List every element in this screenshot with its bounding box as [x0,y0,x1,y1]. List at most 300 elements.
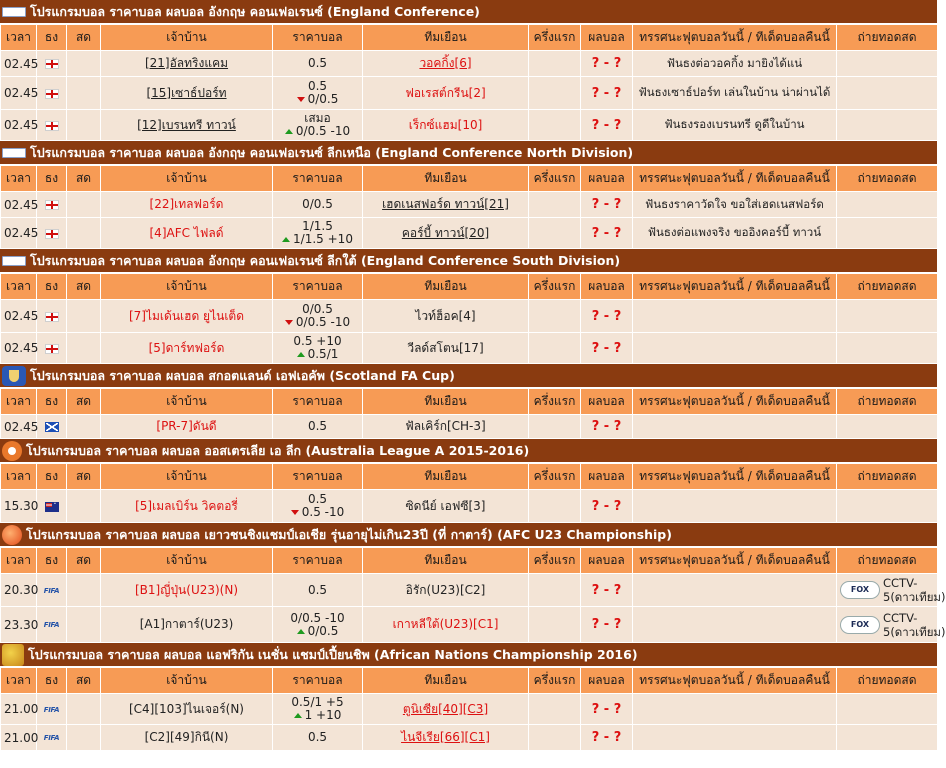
column-header-home: เจ้าบ้าน [101,464,273,490]
odds-up-arrow-icon [297,629,305,634]
column-header-tv: ถ่ายทอดสด [837,548,938,574]
odds-cell [273,725,363,751]
league-header [0,141,937,165]
home-team-cell [101,218,273,249]
live-cell [67,490,101,523]
column-header-tv: ถ่ายทอดสด [837,464,938,490]
odds-line [276,731,359,744]
league-title[interactable]: โปรแกรมบอล ราคาบอล ผลบอล อังกฤษ คอนเฟอเรนซ์ (England Conference) [30,3,480,19]
home-team-link[interactable]: [5]เมลเบิร์น วิคตอรี่ [135,498,238,513]
away-team-cell [363,725,529,751]
fifa-icon: FIFA [43,586,60,595]
column-header-row [1,389,938,415]
column-header-row [1,548,938,574]
column-header-half: ครึ่งแรก [529,166,581,192]
column-header-half: ครึ่งแรก [529,548,581,574]
away-team-link[interactable]: ซิดนีย์ เอฟซี[3] [405,498,486,513]
tv-cell [837,110,938,141]
match-row [1,490,938,523]
match-time: 02.45 [1,110,37,141]
column-header-away: ทีมเยือน [363,274,529,300]
match-time: 02.45 [1,300,37,333]
odds-up-arrow-icon [285,129,293,134]
column-header-tips: ทรรศนะฟุตบอลวันนี้ / ทีเด็ดบอลคืนนี้ [633,166,837,192]
match-tip-link[interactable]: ฟันธงรองเบรนทรี ดูดีในบ้าน [664,117,805,131]
home-team-cell [101,490,273,523]
odds-down-arrow-icon [297,97,305,102]
home-team-link[interactable]: [12]เบรนทรี ทาวน์ [137,117,236,132]
match-row [1,192,938,218]
column-header-row [1,166,938,192]
away-team-cell [363,415,529,439]
tips-cell [633,574,837,607]
tv-cell [837,218,938,249]
column-header-home: เจ้าบ้าน [101,274,273,300]
match-score[interactable]: ? - ? [591,419,622,434]
away-team-link[interactable]: ไนจีเรีย[66][C1] [401,730,490,744]
odds-cell [273,415,363,439]
odds-value: 0.5 [307,582,328,597]
match-score[interactable]: ? - ? [591,117,622,133]
column-header-odds: ราคาบอล [273,166,363,192]
half-time-cell [529,51,581,77]
odds-cell [273,77,363,110]
tips-cell [633,192,837,218]
flag-cell [37,607,67,643]
match-table [0,388,938,439]
away-team-link[interactable]: เร็กซ์แฮม[10] [408,117,483,132]
column-header-live: สด [67,548,101,574]
odds-value: 0/0.5 -10 [290,610,345,625]
tips-cell [633,725,837,751]
column-header-tips: ทรรศนะฟุตบอลวันนี้ / ทีเด็ดบอลคืนนี้ [633,464,837,490]
column-header-result: ผลบอล [581,166,633,192]
live-cell [67,77,101,110]
odds-line [276,316,359,329]
away-team-link[interactable]: ฟัลเคิร์ก[CH-3] [405,419,486,433]
match-row [1,607,938,643]
column-header-time: เวลา [1,25,37,51]
live-cell [67,51,101,77]
away-team-cell [363,574,529,607]
league-header [0,364,937,388]
column-header-tips: ทรรศนะฟุตบอลวันนี้ / ทีเด็ดบอลคืนนี้ [633,274,837,300]
column-header-half: ครึ่งแรก [529,464,581,490]
column-header-home: เจ้าบ้าน [101,25,273,51]
column-header-half: ครึ่งแรก [529,274,581,300]
match-time: 02.45 [1,77,37,110]
match-score[interactable]: ? - ? [591,582,622,598]
column-header-flag: ธง [37,389,67,415]
flag-cell [37,218,67,249]
away-team-link[interactable]: ฟอเรสต์กรีน[2] [405,85,486,100]
column-header-result: ผลบอล [581,668,633,694]
live-cell [67,694,101,725]
england-flag-icon [45,200,59,210]
match-score[interactable]: ? - ? [591,498,622,514]
away-team-cell [363,192,529,218]
league-title[interactable]: โปรแกรมบอล ราคาบอล ผลบอล เยาวชนชิงแชมป์เอเชีย รุ่นอายุไม่เกิน23ปี (ที่ กาตาร์) (AFC U23 Championship) [26,526,672,542]
england-flag-icon [45,229,59,239]
match-table [0,24,938,141]
home-team-link[interactable]: [C2][49]กินี(N) [144,730,229,744]
odds-line [276,125,359,138]
tips-cell [633,333,837,364]
match-tip-link[interactable]: ฟันธงต่อแพงจริง ขออิงคอร์บี้ ทาวน์ [647,225,822,239]
column-header-result: ผลบอล [581,389,633,415]
odds-line [276,198,359,211]
column-header-away: ทีมเยือน [363,668,529,694]
result-cell [581,694,633,725]
home-team-cell [101,110,273,141]
match-score[interactable]: ? - ? [591,730,622,745]
league-section [0,249,937,364]
half-time-cell [529,725,581,751]
match-score[interactable]: ? - ? [591,340,622,356]
away-team-cell [363,77,529,110]
match-row [1,574,938,607]
scotland-fa-cup-logo-icon [2,366,26,386]
match-score[interactable]: ? - ? [591,617,622,632]
live-cell [67,607,101,643]
odds-cell [273,333,363,364]
column-header-live: สด [67,464,101,490]
tv-channel-name: CCTV-5(ดาวเทียม) [883,610,946,639]
match-time: 02.45 [1,415,37,439]
column-header-odds: ราคาบอล [273,389,363,415]
home-team-cell [101,51,273,77]
flag-cell [37,51,67,77]
away-team-cell [363,333,529,364]
league-section [0,0,937,141]
result-cell [581,725,633,751]
home-team-link[interactable]: [A1]กาตาร์(U23) [139,617,234,631]
odds-cell [273,694,363,725]
away-team-cell [363,694,529,725]
odds-line [276,584,359,597]
league-title[interactable]: โปรแกรมบอล ราคาบอล ผลบอล อังกฤษ คอนเฟอเรนซ์ ลีกเหนือ (England Conference North Division) [30,144,634,160]
column-header-tv: ถ่ายทอดสด [837,389,938,415]
odds-value: เสมอ [304,111,331,125]
tv-cell [837,51,938,77]
match-time: 21.00 [1,694,37,725]
column-header-away: ทีมเยือน [363,548,529,574]
column-header-row [1,25,938,51]
half-time-cell [529,77,581,110]
afc-u23-logo-icon [2,525,22,545]
tv-cell [837,415,938,439]
tips-cell [633,218,837,249]
odds-value: 0/0.5 [302,302,333,316]
fox-sports-logo-icon: FOX [840,581,880,599]
odds-line [276,93,359,106]
column-header-live: สด [67,166,101,192]
fifa-icon: FIFA [43,734,60,742]
odds-value: 1/1.5 +10 [293,232,353,246]
column-header-odds: ราคาบอล [273,274,363,300]
england-flag-icon [45,312,59,322]
away-team-link[interactable]: วีลด์สโตน[17] [407,340,484,355]
league-title[interactable]: โปรแกรมบอล ราคาบอล ผลบอล แอฟริกัน เนชั่น แชมป์เปี้ยนชิพ (African Nations Championship 2016) [28,646,638,662]
half-time-cell [529,192,581,218]
match-table [0,547,946,643]
half-time-cell [529,607,581,643]
match-row [1,77,938,110]
tv-channel-name: CCTV-5(ดาวเทียม) [883,576,946,604]
odds-cell [273,607,363,643]
odds-value: 0.5 -10 [301,505,345,519]
home-team-link[interactable]: [7]ไมเด้นเฮด ยูไนเต็ด [128,308,245,323]
match-score[interactable]: ? - ? [591,197,622,212]
odds-line [276,233,359,246]
column-header-flag: ธง [37,274,67,300]
league-header [0,439,937,463]
tv-cell [837,694,938,725]
match-row [1,725,938,751]
live-cell [67,110,101,141]
league-title[interactable]: โปรแกรมบอล ราคาบอล ผลบอล ออสเตรเลีย เอ ลีก (Australia League A 2015-2016) [26,442,530,458]
match-time: 23.30 [1,607,37,643]
column-header-flag: ธง [37,166,67,192]
odds-value: 0.5 [307,79,328,93]
odds-value: 0.5 [307,56,328,70]
away-team-link[interactable]: เฮดเนสฟอร์ด ทาวน์[21] [382,197,509,211]
odds-value: 0.5 [307,730,328,744]
half-time-cell [529,574,581,607]
home-team-link[interactable]: [21]อัลทริงแคม [144,56,229,70]
column-header-row [1,464,938,490]
half-time-cell [529,218,581,249]
column-header-time: เวลา [1,548,37,574]
odds-value: 0.5 [307,492,328,506]
home-team-link[interactable]: [4]AFC ไฟลด์ [149,225,224,240]
home-team-link[interactable]: [C4][103]ไนเจอร์(N) [128,701,244,716]
flag-cell [37,490,67,523]
column-header-odds: ราคาบอล [273,25,363,51]
half-time-cell [529,333,581,364]
half-time-cell [529,110,581,141]
flag-cell [37,694,67,725]
home-team-cell [101,574,273,607]
column-header-row [1,668,938,694]
away-team-cell [363,300,529,333]
home-team-link[interactable]: [22]เทลฟอร์ด [149,197,224,211]
away-team-cell [363,51,529,77]
result-cell [581,218,633,249]
england-flag-icon [45,59,59,69]
column-header-odds: ราคาบอล [273,548,363,574]
away-team-cell [363,218,529,249]
column-header-tips: ทรรศนะฟุตบอลวันนี้ / ทีเด็ดบอลคืนนี้ [633,548,837,574]
odds-cell [273,192,363,218]
column-header-row [1,274,938,300]
league-section [0,364,937,439]
result-cell [581,51,633,77]
column-header-away: ทีมเยือน [363,25,529,51]
home-team-link[interactable]: [B1]ญี่ปุ่น(U23)(N) [134,582,239,597]
tips-cell [633,77,837,110]
column-header-result: ผลบอล [581,25,633,51]
odds-line [276,57,359,70]
england-flag-icon [45,121,59,131]
odds-value: 1 +10 [304,708,342,722]
away-team-link[interactable]: เกาหลีใต้(U23)[C1] [392,617,499,631]
match-score[interactable]: ? - ? [591,308,622,324]
match-row [1,415,938,439]
match-tip-link[interactable]: ฟันธงเซาธ์ปอร์ท เล่นในบ้าน น่าผ่านได้ [638,85,831,99]
away-team-link[interactable]: ไวท์ฮ็อค[4] [415,308,476,323]
match-row [1,110,938,141]
match-tip-link[interactable]: ฟันธงต่อวอคกิ้ง มายิงได้แน่ [666,55,803,70]
odds-down-arrow-icon [291,510,299,515]
live-cell [67,192,101,218]
away-team-link[interactable]: อิรัก(U23)[C2] [405,582,486,597]
match-tip-link[interactable]: ฟันธงราคาวัดใจ ขอใส่เฮดเนสฟอร์ด [645,196,824,211]
england-conference-logo-icon [2,7,26,17]
result-cell [581,77,633,110]
odds-line [276,506,359,519]
odds-value: 0/0.5 [307,92,339,106]
away-team-link[interactable]: ตูนิเซีย[40][C3] [402,701,489,716]
match-time: 02.45 [1,218,37,249]
odds-cell [273,490,363,523]
odds-up-arrow-icon [282,237,290,242]
flag-cell [37,300,67,333]
column-header-live: สด [67,389,101,415]
odds-cell [273,110,363,141]
column-header-result: ผลบอล [581,464,633,490]
home-team-cell [101,77,273,110]
odds-cell [273,574,363,607]
flag-cell [37,574,67,607]
home-team-link[interactable]: [15]เซาธ์ปอร์ท [146,85,227,100]
match-row [1,300,938,333]
tv-cell [837,300,938,333]
live-cell [67,725,101,751]
tips-cell [633,694,837,725]
column-header-flag: ธง [37,668,67,694]
odds-value: 0/0.5 -10 [295,315,351,329]
away-team-cell [363,490,529,523]
home-team-link[interactable]: [PR-7]ดันดี [156,419,217,433]
tv-cell [837,192,938,218]
league-section [0,141,937,249]
column-header-result: ผลบอล [581,274,633,300]
fox-sports-logo-icon: FOX [840,616,880,634]
scotland-flag-icon [45,422,59,432]
league-section [0,439,937,523]
league-title[interactable]: โปรแกรมบอล ราคาบอล ผลบอล อังกฤษ คอนเฟอเรนซ์ ลีกใต้ (England Conference South Division) [30,252,621,268]
column-header-flag: ธง [37,25,67,51]
result-cell [581,574,633,607]
odds-value: 0/0.5 [307,623,339,638]
away-team-link[interactable]: คอร์บี้ ทาวน์[20] [401,225,490,240]
league-header [0,0,937,24]
tips-cell [633,300,837,333]
flag-cell [37,77,67,110]
england-conference-logo-icon [2,148,26,158]
match-time: 20.30 [1,574,37,607]
match-score[interactable]: ? - ? [591,85,622,101]
match-time: 21.00 [1,725,37,751]
column-header-odds: ราคาบอล [273,668,363,694]
tips-cell [633,490,837,523]
flag-cell [37,415,67,439]
home-team-cell [101,607,273,643]
tips-cell [633,51,837,77]
league-title[interactable]: โปรแกรมบอล ราคาบอล ผลบอล สกอตแลนด์ เอฟเอคัพ (Scotland FA Cup) [30,367,455,383]
column-header-time: เวลา [1,464,37,490]
odds-value: 0/0.5 -10 [295,124,351,138]
half-time-cell [529,415,581,439]
league-section [0,523,946,643]
column-header-odds: ราคาบอล [273,464,363,490]
column-header-flag: ธง [37,464,67,490]
column-header-live: สด [67,668,101,694]
live-cell [67,300,101,333]
australia-flag-icon [45,502,59,512]
home-team-link[interactable]: [5]ดาร์ทฟอร์ด [148,340,225,355]
live-cell [67,218,101,249]
column-header-tips: ทรรศนะฟุตบอลวันนี้ / ทีเด็ดบอลคืนนี้ [633,25,837,51]
home-team-cell [101,725,273,751]
odds-value: 1/1.5 [302,219,333,233]
column-header-result: ผลบอล [581,548,633,574]
tips-cell [633,110,837,141]
tv-cell [837,574,946,607]
half-time-cell [529,300,581,333]
result-cell [581,607,633,643]
column-header-tips: ทรรศนะฟุตบอลวันนี้ / ทีเด็ดบอลคืนนี้ [633,668,837,694]
home-team-cell [101,300,273,333]
odds-line [276,420,359,433]
match-score[interactable]: ? - ? [591,701,622,717]
result-cell [581,110,633,141]
column-header-tv: ถ่ายทอดสด [837,668,938,694]
live-cell [67,415,101,439]
odds-line [276,625,359,638]
column-header-home: เจ้าบ้าน [101,166,273,192]
column-header-tv: ถ่ายทอดสด [837,166,938,192]
odds-down-arrow-icon [285,320,293,325]
tv-channel [840,610,946,639]
away-team-link[interactable]: วอคกิ้ง[6] [419,56,472,70]
column-header-home: เจ้าบ้าน [101,668,273,694]
result-cell [581,192,633,218]
tv-cell [837,77,938,110]
league-header [0,249,937,273]
column-header-flag: ธง [37,548,67,574]
match-score[interactable]: ? - ? [591,56,622,71]
column-header-away: ทีมเยือน [363,389,529,415]
column-header-home: เจ้าบ้าน [101,389,273,415]
match-time: 02.45 [1,333,37,364]
tips-cell [633,607,837,643]
odds-line [276,709,359,722]
match-score[interactable]: ? - ? [591,225,622,241]
column-header-half: ครึ่งแรก [529,389,581,415]
match-row [1,694,938,725]
odds-cell [273,300,363,333]
league-header [0,523,937,547]
home-team-cell [101,415,273,439]
match-table [0,667,938,751]
column-header-live: สด [67,25,101,51]
match-row [1,51,938,77]
column-header-tv: ถ่ายทอดสด [837,274,938,300]
fifa-icon: FIFA [43,621,60,629]
live-cell [67,333,101,364]
